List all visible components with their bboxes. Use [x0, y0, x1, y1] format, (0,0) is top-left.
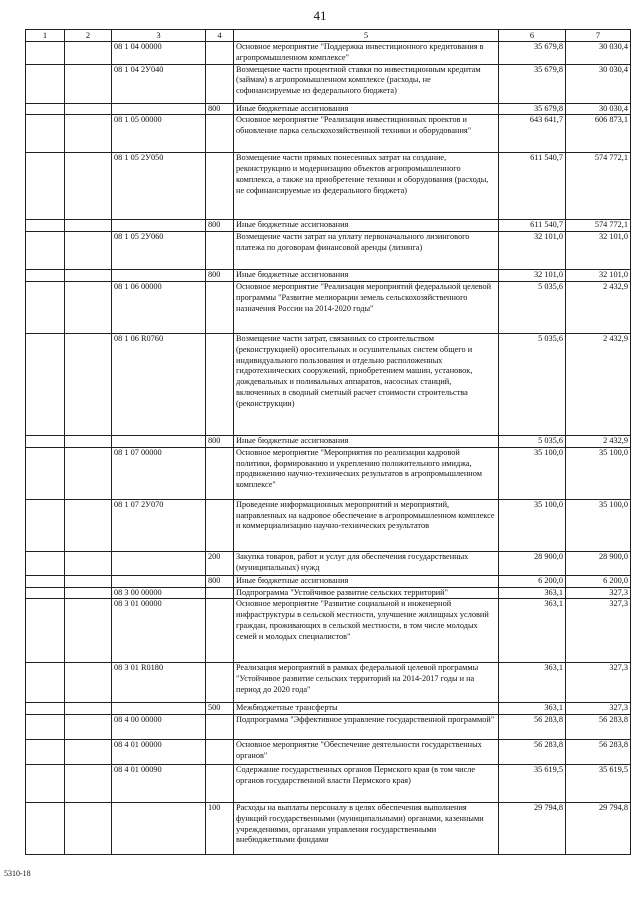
amount-year-2: 327,3	[566, 663, 631, 703]
expense-type-code: 800	[206, 103, 234, 115]
amount-year-2: 2 432,9	[566, 435, 631, 447]
expense-type-code: 100	[206, 803, 234, 855]
expense-type-code	[206, 281, 234, 333]
amount-year-1: 32 101,0	[499, 270, 566, 282]
table-row	[26, 663, 631, 703]
amount-year-2: 6 200,0	[566, 575, 631, 587]
empty-cell	[26, 103, 65, 115]
target-article-code	[112, 703, 206, 715]
amount-year-2: 2 432,9	[566, 333, 631, 435]
column-header: 5	[234, 30, 499, 42]
empty-cell	[65, 333, 112, 435]
empty-cell	[26, 153, 65, 220]
item-name: Основное мероприятие "Обеспечение деятельности государственных органов"	[234, 740, 499, 765]
empty-cell	[26, 740, 65, 765]
amount-year-2: 32 101,0	[566, 270, 631, 282]
page-number: 41	[313, 8, 327, 23]
item-name: Возмещение части затрат, связанных со строительством (реконструкцией) оросительных и осушительных систем общего и индивидуального пользования и отдельно расположенных гидротехнических сооружений, приобретением машин, установок, дождевальных и поливальных аппаратов, насосных станций, включенных в сводный сметный расчет стоимости строительства (реконструкции)	[234, 333, 499, 435]
expense-type-code	[206, 587, 234, 599]
expense-type-code	[206, 153, 234, 220]
empty-cell	[65, 803, 112, 855]
item-name: Расходы на выплаты персоналу в целях обеспечения выполнения функций государственными (муниципальными) органами, казенными учреждениями, органами управления государственными внебюджетными фондами	[234, 803, 499, 855]
target-article-code	[112, 551, 206, 575]
empty-cell	[65, 703, 112, 715]
empty-cell	[65, 715, 112, 740]
expense-type-code: 500	[206, 703, 234, 715]
empty-cell	[65, 499, 112, 551]
amount-year-2: 30 030,4	[566, 42, 631, 65]
empty-cell	[65, 270, 112, 282]
table-row	[26, 740, 631, 765]
amount-year-1: 35 679,8	[499, 103, 566, 115]
empty-cell	[26, 587, 65, 599]
table-row	[26, 333, 631, 435]
empty-cell	[26, 575, 65, 587]
item-name: Основное мероприятие "Развитие социальной и инженерной инфраструктуры в сельской местности, улучшение жилищных условий граждан, проживающих в сельской местности, в том числе молодых семей и молодых специалистов"	[234, 599, 499, 663]
empty-cell	[65, 663, 112, 703]
target-article-code: 08 4 01 00090	[112, 765, 206, 803]
amount-year-2: 30 030,4	[566, 64, 631, 103]
target-article-code: 08 3 01 R0180	[112, 663, 206, 703]
target-article-code: 08 1 05 2У050	[112, 153, 206, 220]
table-row	[26, 447, 631, 499]
target-article-code	[112, 220, 206, 232]
item-name: Возмещение части прямых понесенных затрат на создание, реконструкцию и модернизацию объектов агропромышленного комплекса, а также на приобретение техники и оборудования (расходы, не софинансируемые из федерального бюджета)	[234, 153, 499, 220]
item-name: Иные бюджетные ассигнования	[234, 575, 499, 587]
table-row	[26, 765, 631, 803]
target-article-code: 08 1 06 00000	[112, 281, 206, 333]
amount-year-2: 574 772,1	[566, 220, 631, 232]
amount-year-2: 32 101,0	[566, 232, 631, 270]
target-article-code: 08 1 06 R0760	[112, 333, 206, 435]
empty-cell	[26, 765, 65, 803]
empty-cell	[65, 587, 112, 599]
amount-year-2: 28 900,0	[566, 551, 631, 575]
column-header: 1	[26, 30, 65, 42]
table-row	[26, 599, 631, 663]
target-article-code: 08 3 00 00000	[112, 587, 206, 599]
column-header-row	[26, 30, 631, 42]
item-name: Основное мероприятие "Реализация мероприятий федеральной целевой программы "Развитие мелиорации земель сельскохозяйственного назначения России на 2014-2020 годы"	[234, 281, 499, 333]
amount-year-2: 327,3	[566, 599, 631, 663]
table-row	[26, 551, 631, 575]
item-name: Основное мероприятие "Реализация инвестиционных проектов и обновление парка сельскохозяйственной техники и оборудования"	[234, 115, 499, 153]
table-row	[26, 803, 631, 855]
table-row	[26, 270, 631, 282]
table-row	[26, 587, 631, 599]
empty-cell	[65, 551, 112, 575]
item-name: Основное мероприятие "Мероприятия по реализации кадровой политики, формированию и укреплению положительного имиджа, продвижению научно-технических результатов в агропромышленном комплексе"	[234, 447, 499, 499]
target-article-code	[112, 270, 206, 282]
amount-year-2: 35 100,0	[566, 499, 631, 551]
item-name: Иные бюджетные ассигнования	[234, 220, 499, 232]
amount-year-1: 643 641,7	[499, 115, 566, 153]
expense-type-code	[206, 447, 234, 499]
item-name: Содержание государственных органов Пермского края (в том числе органов государственной власти Пермского края)	[234, 765, 499, 803]
column-header: 6	[499, 30, 566, 42]
item-name: Иные бюджетные ассигнования	[234, 435, 499, 447]
item-name: Иные бюджетные ассигнования	[234, 270, 499, 282]
expense-type-code	[206, 740, 234, 765]
amount-year-1: 35 619,5	[499, 765, 566, 803]
amount-year-2: 56 283,8	[566, 715, 631, 740]
amount-year-1: 363,1	[499, 663, 566, 703]
item-name: Закупка товаров, работ и услуг для обеспечения государственных (муниципальных) нужд	[234, 551, 499, 575]
item-name: Межбюджетные трансферты	[234, 703, 499, 715]
expense-type-code	[206, 42, 234, 65]
expense-type-code: 800	[206, 270, 234, 282]
empty-cell	[26, 599, 65, 663]
target-article-code: 08 1 05 00000	[112, 115, 206, 153]
amount-year-1: 56 283,8	[499, 740, 566, 765]
expense-type-code: 800	[206, 220, 234, 232]
empty-cell	[26, 803, 65, 855]
empty-cell	[65, 115, 112, 153]
empty-cell	[65, 435, 112, 447]
expense-type-code	[206, 232, 234, 270]
empty-cell	[65, 103, 112, 115]
empty-cell	[26, 64, 65, 103]
empty-cell	[26, 435, 65, 447]
target-article-code: 08 1 04 2У040	[112, 64, 206, 103]
item-name: Возмещение части процентной ставки по инвестиционным кредитам (займам) в агропромышленном комплексе (расходы, не софинансируемые из федерального бюджета)	[234, 64, 499, 103]
amount-year-1: 29 794,8	[499, 803, 566, 855]
empty-cell	[65, 447, 112, 499]
empty-cell	[26, 703, 65, 715]
empty-cell	[26, 447, 65, 499]
table-row	[26, 499, 631, 551]
document-code: 5310-18	[4, 869, 31, 878]
amount-year-2: 574 772,1	[566, 153, 631, 220]
item-name: Возмещение части затрат на уплату первоначального лизингового платежа по договорам финансовой аренды (лизинга)	[234, 232, 499, 270]
target-article-code	[112, 103, 206, 115]
empty-cell	[26, 551, 65, 575]
empty-cell	[26, 281, 65, 333]
amount-year-1: 5 035,6	[499, 333, 566, 435]
amount-year-1: 28 900,0	[499, 551, 566, 575]
expense-type-code: 800	[206, 575, 234, 587]
empty-cell	[26, 115, 65, 153]
column-header: 2	[65, 30, 112, 42]
amount-year-2: 35 619,5	[566, 765, 631, 803]
target-article-code: 08 1 04 00000	[112, 42, 206, 65]
table-row	[26, 575, 631, 587]
table-row	[26, 281, 631, 333]
table-row	[26, 703, 631, 715]
target-article-code: 08 3 01 00000	[112, 599, 206, 663]
empty-cell	[26, 663, 65, 703]
amount-year-2: 606 873,1	[566, 115, 631, 153]
expense-type-code	[206, 765, 234, 803]
expense-type-code	[206, 115, 234, 153]
empty-cell	[26, 270, 65, 282]
empty-cell	[65, 765, 112, 803]
amount-year-1: 5 035,6	[499, 435, 566, 447]
budget-table	[25, 29, 631, 855]
amount-year-1: 363,1	[499, 587, 566, 599]
amount-year-1: 35 679,8	[499, 42, 566, 65]
amount-year-1: 35 100,0	[499, 447, 566, 499]
target-article-code	[112, 575, 206, 587]
empty-cell	[26, 42, 65, 65]
amount-year-1: 6 200,0	[499, 575, 566, 587]
amount-year-1: 611 540,7	[499, 153, 566, 220]
target-article-code	[112, 435, 206, 447]
amount-year-2: 30 030,4	[566, 103, 631, 115]
item-name: Подпрограмма "Устойчивое развитие сельских территорий"	[234, 587, 499, 599]
target-article-code: 08 4 00 00000	[112, 715, 206, 740]
amount-year-2: 327,3	[566, 703, 631, 715]
amount-year-1: 363,1	[499, 599, 566, 663]
item-name: Иные бюджетные ассигнования	[234, 103, 499, 115]
empty-cell	[65, 599, 112, 663]
amount-year-1: 35 100,0	[499, 499, 566, 551]
target-article-code: 08 1 07 00000	[112, 447, 206, 499]
column-header: 3	[112, 30, 206, 42]
item-name: Проведение информационных мероприятий и мероприятий, направленных на кадровое обеспечение в агропромышленном комплексе и коммерциализацию научно-технических результатов	[234, 499, 499, 551]
target-article-code: 08 4 01 00000	[112, 740, 206, 765]
table-row	[26, 435, 631, 447]
target-article-code: 08 1 07 2У070	[112, 499, 206, 551]
table-row	[26, 64, 631, 103]
amount-year-2: 56 283,8	[566, 740, 631, 765]
amount-year-1: 56 283,8	[499, 715, 566, 740]
table-row	[26, 115, 631, 153]
amount-year-2: 35 100,0	[566, 447, 631, 499]
empty-cell	[65, 153, 112, 220]
target-article-code	[112, 803, 206, 855]
empty-cell	[26, 220, 65, 232]
amount-year-2: 327,3	[566, 587, 631, 599]
empty-cell	[65, 232, 112, 270]
item-name: Подпрограмма "Эффективное управление государственной программой"	[234, 715, 499, 740]
table-row	[26, 42, 631, 65]
amount-year-1: 35 679,8	[499, 64, 566, 103]
empty-cell	[65, 740, 112, 765]
expense-type-code	[206, 64, 234, 103]
expense-type-code	[206, 499, 234, 551]
empty-cell	[65, 64, 112, 103]
amount-year-1: 363,1	[499, 703, 566, 715]
empty-cell	[65, 220, 112, 232]
target-article-code: 08 1 05 2У060	[112, 232, 206, 270]
empty-cell	[26, 232, 65, 270]
empty-cell	[26, 715, 65, 740]
expense-type-code	[206, 599, 234, 663]
item-name: Основное мероприятие "Поддержка инвестиционного кредитования в агропромышленном комплексе"	[234, 42, 499, 65]
expense-type-code: 800	[206, 435, 234, 447]
empty-cell	[26, 333, 65, 435]
item-name: Реализация мероприятий в рамках федеральной целевой программы "Устойчивое развитие сельских территорий на 2014-2017 годы и на период до 2020 года"	[234, 663, 499, 703]
column-header: 7	[566, 30, 631, 42]
amount-year-2: 2 432,9	[566, 281, 631, 333]
table-row	[26, 103, 631, 115]
table-row	[26, 232, 631, 270]
table-row	[26, 715, 631, 740]
expense-type-code: 200	[206, 551, 234, 575]
empty-cell	[65, 281, 112, 333]
empty-cell	[65, 575, 112, 587]
amount-year-1: 611 540,7	[499, 220, 566, 232]
table-row	[26, 153, 631, 220]
table-row	[26, 220, 631, 232]
amount-year-2: 29 794,8	[566, 803, 631, 855]
amount-year-1: 32 101,0	[499, 232, 566, 270]
expense-type-code	[206, 715, 234, 740]
amount-year-1: 5 035,6	[499, 281, 566, 333]
expense-type-code	[206, 663, 234, 703]
expense-type-code	[206, 333, 234, 435]
empty-cell	[26, 499, 65, 551]
empty-cell	[65, 42, 112, 65]
column-header: 4	[206, 30, 234, 42]
